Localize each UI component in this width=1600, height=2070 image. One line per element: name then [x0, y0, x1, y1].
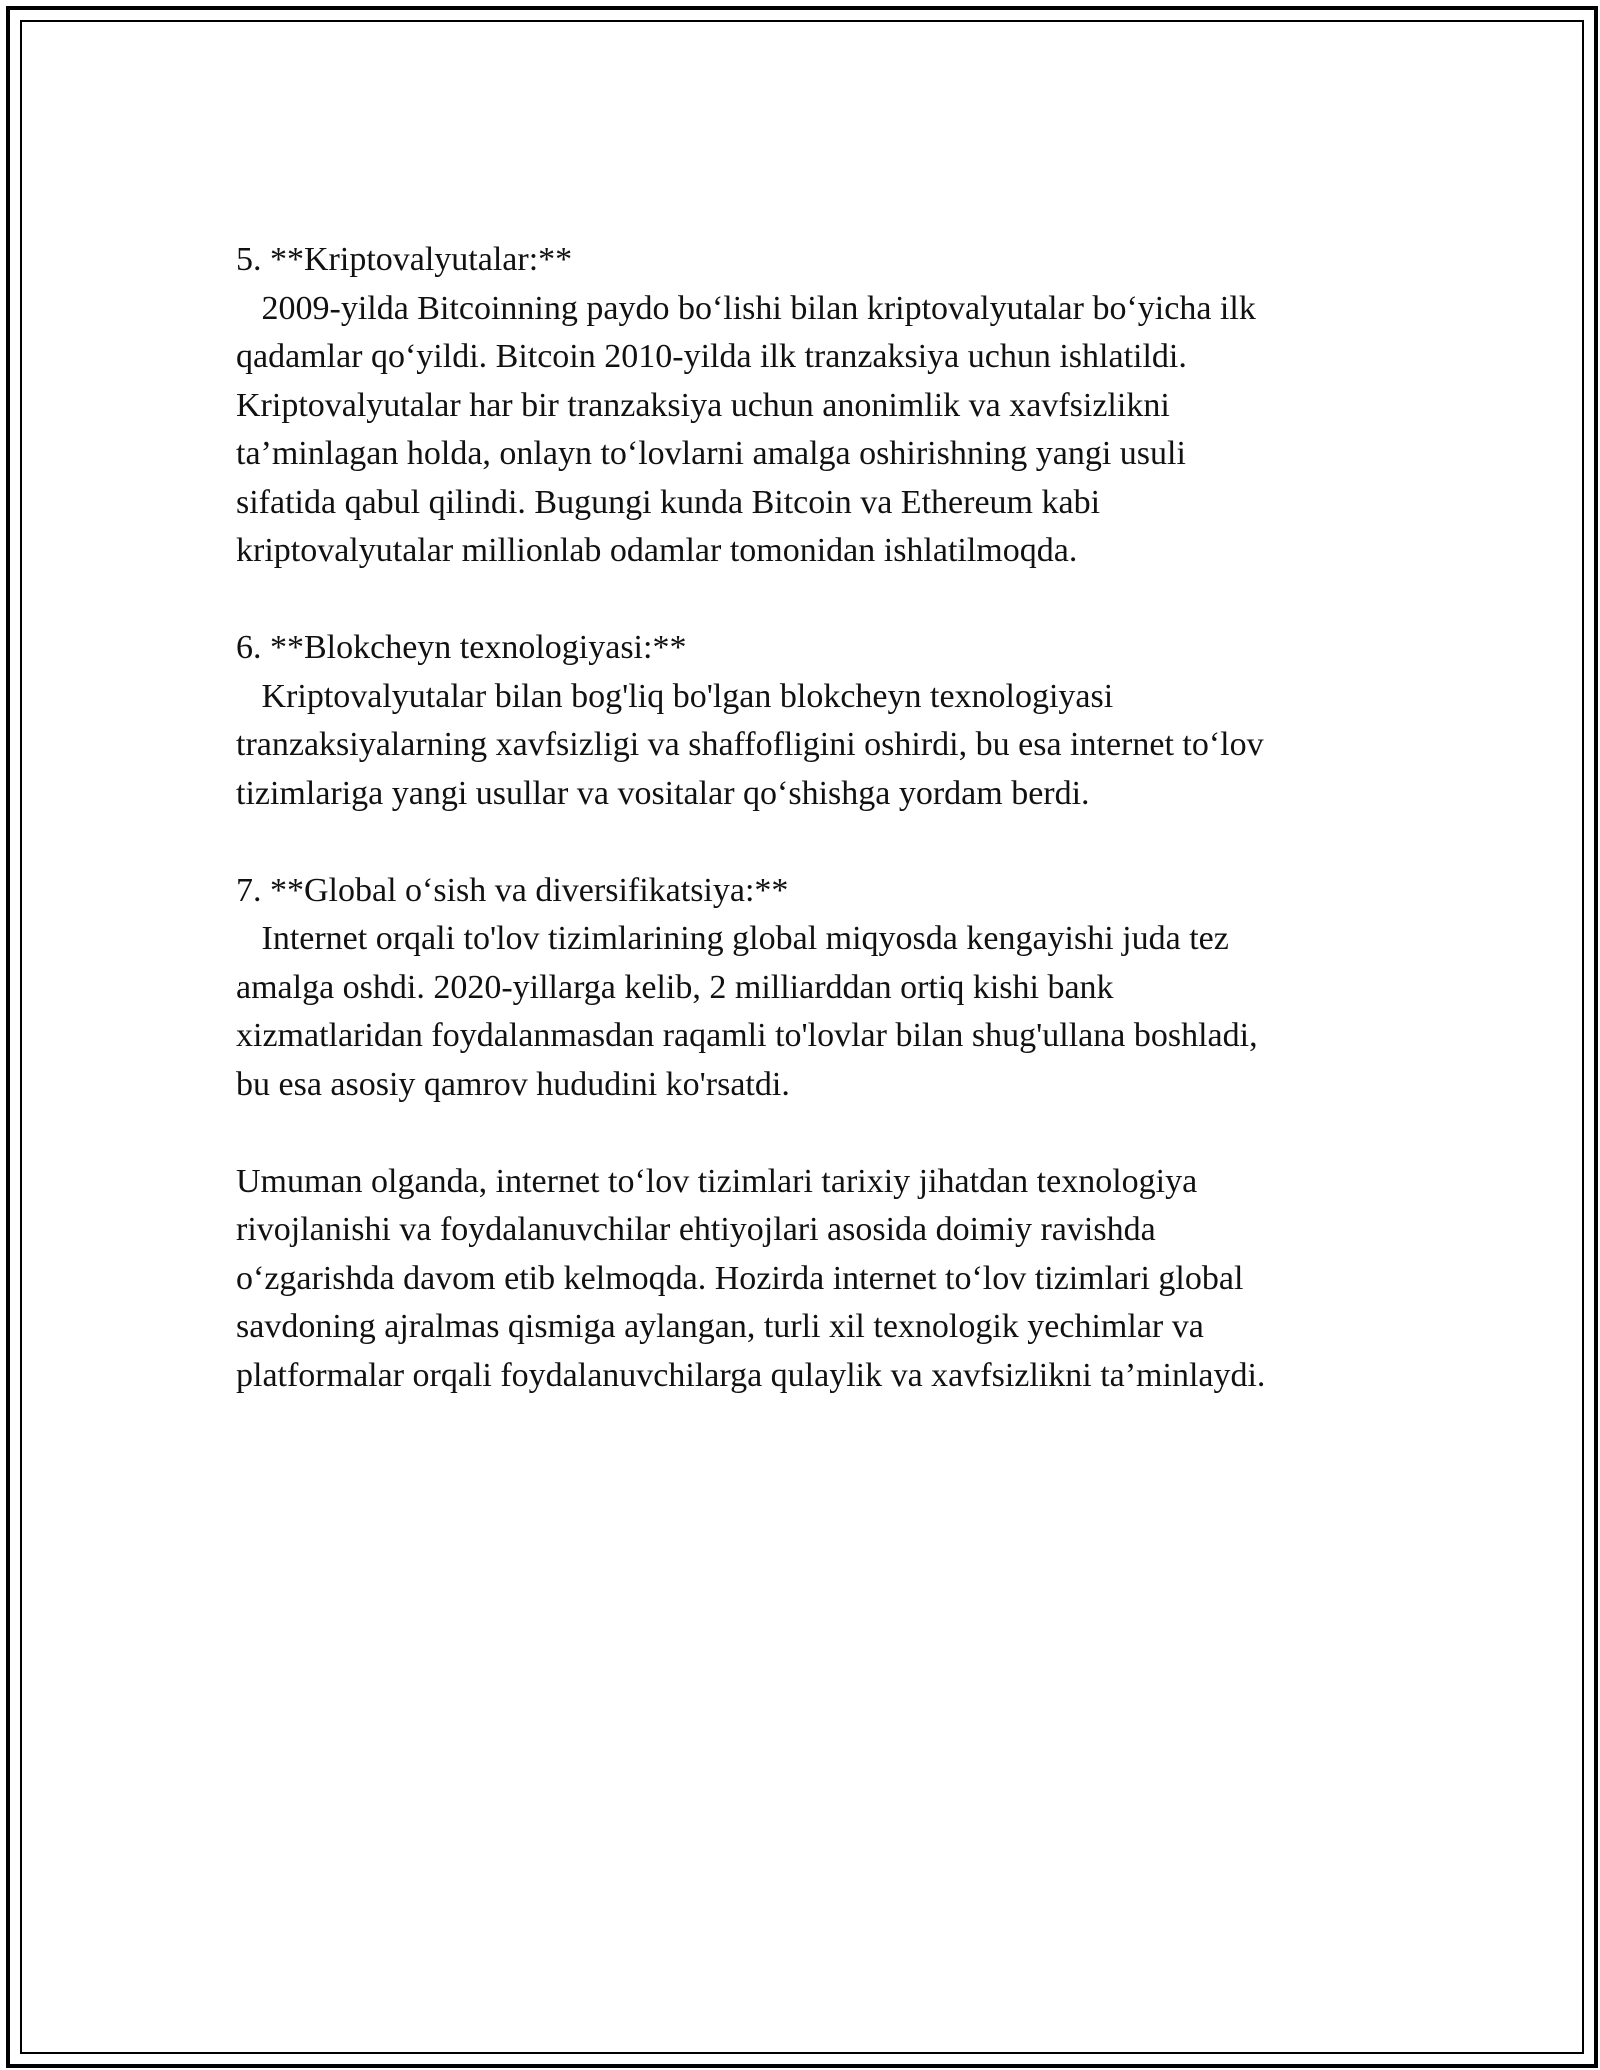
paragraph-line: o‘zgarishda davom etib kelmoqda. Hozirda internet to‘lov tizimlari global [236, 1259, 1244, 1297]
section-heading: 6. **Blokcheyn texnologiyasi:** [236, 629, 687, 666]
section-heading: 5. **Kriptovalyutalar:** [236, 241, 573, 278]
paragraph-line: kriptovalyutalar millionlab odamlar tomonidan ishlatilmoqda. [236, 532, 1078, 569]
section-blokcheyn [236, 624, 1366, 818]
paragraph-line: Umuman olganda, internet to‘lov tizimlari tarixiy jihatdan texnologiya [236, 1162, 1198, 1200]
paragraph-line: Internet orqali to'lov tizimlarining global miqyosda kengayishi juda tez [236, 920, 1229, 957]
paragraph-line: sifatida qabul qilindi. Bugungi kunda Bitcoin va Ethereum kabi [236, 483, 1101, 521]
paragraph-line: xizmatlaridan foydalanmasdan raqamli to'lovlar bilan shug'ullana boshladi, [236, 1017, 1258, 1054]
paragraph-line: amalga oshdi. 2020-yillarga kelib, 2 milliarddan ortiq kishi bank [236, 968, 1114, 1006]
paragraph-line: 2009-yilda Bitcoinning paydo bo‘lishi bilan kriptovalyutalar bo‘yicha ilk [236, 289, 1256, 327]
paragraph-line: bu esa asosiy qamrov hududini ko'rsatdi. [236, 1065, 790, 1103]
conclusion-paragraph [236, 1158, 1366, 1401]
paragraph-line: savdoning ajralmas qismiga aylangan, turli xil texnologik yechimlar va [236, 1308, 1204, 1345]
paragraph-line: ta’minlagan holda, onlayn to‘lovlarni amalga oshirishning yangi usuli [236, 435, 1186, 472]
paragraph-line: qadamlar qo‘yildi. Bitcoin 2010-yilda ilk tranzaksiya uchun ishlatildi. [236, 338, 1187, 375]
paragraph-line: Kriptovalyutalar bilan bog'liq bo'lgan blokcheyn texnologiyasi [236, 677, 1114, 715]
paragraph-line: Kriptovalyutalar har bir tranzaksiya uchun anonimlik va xavfsizlikni [236, 386, 1170, 424]
section-global-osish [236, 867, 1366, 1110]
paragraph-line: rivojlanishi va foydalanuvchilar ehtiyojlari asosida doimiy ravishda [236, 1211, 1156, 1248]
section-heading: 7. **Global o‘sish va diversifikatsiya:** [236, 871, 789, 909]
document-body [236, 236, 1366, 1449]
paragraph-line: tranzaksiyalarning xavfsizligi va shaffofligini oshirdi, bu esa internet to‘lov [236, 726, 1264, 763]
section-kriptovalyutalar [236, 236, 1366, 576]
paragraph-line: tizimlariga yangi usullar va vositalar qo‘shishga yordam berdi. [236, 774, 1090, 812]
paragraph-line: platformalar orqali foydalanuvchilarga qulaylik va xavfsizlikni ta’minlaydi. [236, 1356, 1266, 1394]
